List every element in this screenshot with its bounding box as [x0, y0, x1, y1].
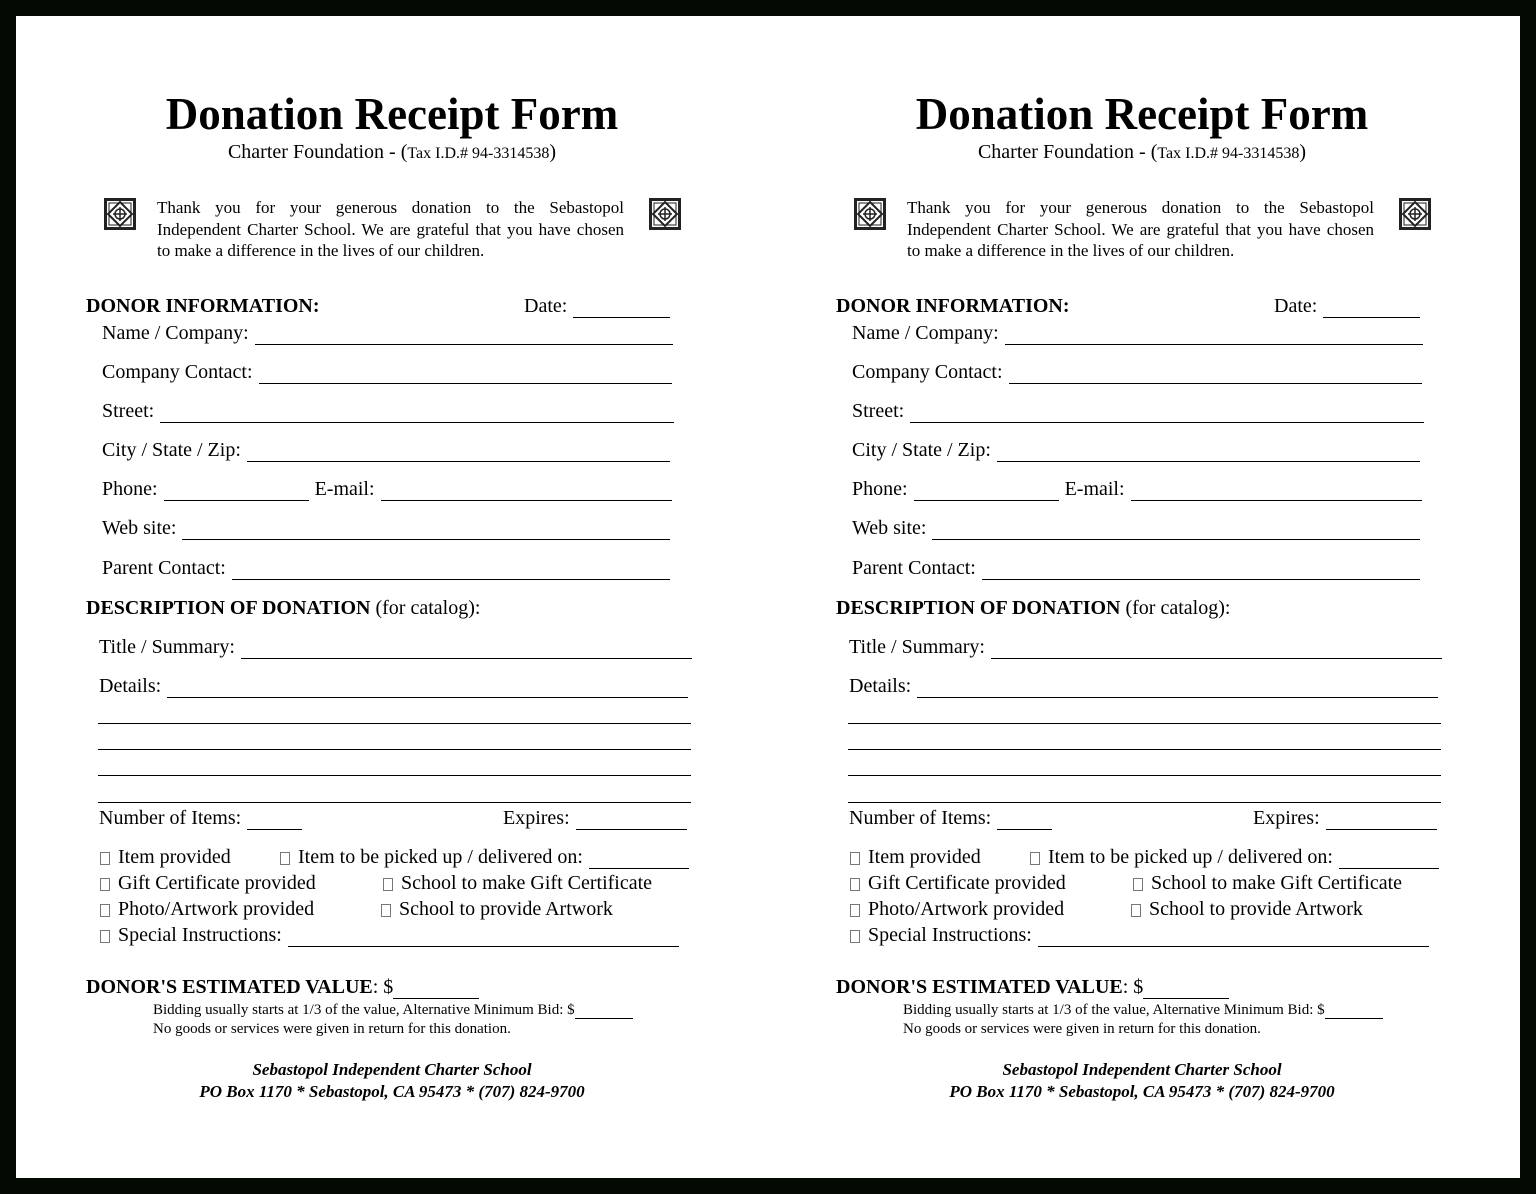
parent-contact-line[interactable] — [232, 561, 670, 580]
phone-line[interactable] — [164, 482, 309, 501]
checkbox-label: Item to be picked up / delivered on: — [1048, 846, 1333, 868]
date-line[interactable] — [1323, 299, 1420, 318]
checkbox[interactable] — [100, 878, 110, 891]
company-contact-field[interactable] — [102, 360, 672, 384]
checkbox-pickup[interactable] — [280, 845, 689, 869]
checkbox[interactable] — [1131, 904, 1141, 917]
number-of-items-field[interactable] — [99, 806, 302, 830]
title-summary-line[interactable] — [241, 640, 692, 659]
field-label: Parent Contact: — [852, 557, 976, 579]
company-contact-line[interactable] — [1009, 365, 1422, 384]
city-state-zip-field[interactable] — [102, 438, 670, 462]
thank-you-message: Thank you for your generous donation to the Sebastopol Independent Charter School. We are grateful that you have chosen to make a difference in the lives of our children. — [907, 198, 1374, 260]
field-label: Street: — [852, 400, 905, 422]
checkbox[interactable] — [383, 878, 393, 891]
checkbox[interactable] — [100, 930, 110, 943]
pickup-date-line[interactable] — [1339, 850, 1439, 869]
city-state-zip-line[interactable] — [997, 443, 1420, 462]
company-contact-line[interactable] — [259, 365, 672, 384]
checkbox-label: School to provide Artwork — [399, 898, 613, 920]
checkbox-label: Item to be picked up / delivered on: — [298, 846, 583, 868]
expires-line[interactable] — [1326, 811, 1437, 830]
checkbox-school-gift-certificate[interactable] — [1133, 871, 1402, 895]
details-blank-line[interactable] — [848, 723, 1441, 724]
checkbox-label: Item provided — [868, 846, 981, 868]
field-label: Phone: — [102, 478, 158, 500]
details-blank-line[interactable] — [98, 775, 691, 776]
field-label: Street: — [102, 400, 155, 422]
foundation-name: Charter Foundation - ( — [227, 141, 408, 163]
city-state-zip-line[interactable] — [247, 443, 670, 462]
subtitle-close: ) — [1299, 141, 1307, 163]
title-summary-field[interactable] — [99, 635, 692, 659]
title-summary-field[interactable] — [849, 635, 1442, 659]
field-label: Name / Company: — [852, 322, 999, 344]
details-field[interactable] — [99, 674, 688, 698]
estimated-value-heading: DONOR'S ESTIMATED VALUE — [86, 976, 373, 998]
field-label: Expires: — [503, 807, 570, 829]
form-subtitle — [842, 140, 1442, 166]
checkbox-school-gift-certificate[interactable] — [383, 871, 652, 895]
checkbox-school-artwork[interactable] — [381, 897, 613, 921]
website-field[interactable] — [852, 516, 1420, 540]
date-label: Date: — [1274, 295, 1318, 317]
field-label: Phone: — [852, 478, 908, 500]
checkbox[interactable] — [100, 904, 110, 917]
field-label: Parent Contact: — [102, 557, 226, 579]
date-field[interactable] — [1274, 294, 1420, 318]
checkbox[interactable] — [1133, 878, 1143, 891]
expires-field[interactable] — [503, 806, 687, 830]
checkbox[interactable] — [850, 878, 860, 891]
checkbox-school-artwork[interactable] — [1131, 897, 1363, 921]
field-label: Expires: — [1253, 807, 1320, 829]
field-label: Number of Items: — [99, 807, 242, 829]
checkbox-gift-certificate-provided[interactable] — [100, 871, 316, 895]
checkbox[interactable] — [280, 852, 290, 865]
parent-contact-field[interactable] — [102, 556, 670, 580]
street-field[interactable] — [852, 399, 1424, 423]
date-field[interactable] — [524, 294, 670, 318]
field-label: Number of Items: — [849, 807, 992, 829]
footer-address: PO Box 1170 * Sebastopol, CA 95473 * (707) 824-9700 — [949, 1082, 1335, 1101]
field-label: City / State / Zip: — [102, 439, 241, 461]
description-heading — [86, 596, 480, 620]
form-title: Donation Receipt Form — [915, 89, 1369, 139]
checkbox[interactable] — [1030, 852, 1040, 865]
parent-contact-field[interactable] — [852, 556, 1420, 580]
date-label: Date: — [524, 295, 568, 317]
checkbox-label: Photo/Artwork provided — [118, 898, 315, 920]
description-heading — [836, 596, 1230, 620]
field-label: E-mail: — [1064, 478, 1125, 500]
field-label: Details: — [849, 675, 912, 697]
document-page — [16, 16, 1520, 1178]
footer-address: PO Box 1170 * Sebastopol, CA 95473 * (707) 824-9700 — [199, 1082, 585, 1101]
field-label: Title / Summary: — [849, 636, 985, 658]
tax-id: Tax I.D.# 94-3314538 — [407, 145, 550, 162]
checkbox-special-instructions[interactable] — [100, 923, 679, 947]
field-label: Web site: — [852, 517, 927, 539]
title-summary-line[interactable] — [991, 640, 1442, 659]
field-label: Name / Company: — [102, 322, 249, 344]
street-line[interactable] — [910, 404, 1424, 423]
details-blank-line[interactable] — [98, 802, 691, 803]
details-blank-line[interactable] — [848, 802, 1441, 803]
bidding-note: Bidding usually starts at 1/3 of the value, Alternative Minimum Bid: $ — [903, 1002, 1325, 1018]
checkbox-label: School to provide Artwork — [1149, 898, 1363, 920]
checkbox[interactable] — [850, 930, 860, 943]
celtic-knot-icon — [854, 198, 886, 230]
phone-email-field[interactable] — [102, 477, 672, 501]
minimum-bid-line[interactable] — [1325, 1004, 1383, 1019]
details-line[interactable] — [917, 679, 1438, 698]
website-line[interactable] — [182, 521, 670, 540]
details-field[interactable] — [849, 674, 1438, 698]
checkbox-label: School to make Gift Certificate — [401, 872, 653, 894]
estimated-value-field[interactable] — [86, 975, 479, 999]
form-title: Donation Receipt Form — [165, 89, 619, 139]
checkbox[interactable] — [100, 852, 110, 865]
estimated-value-line[interactable] — [1143, 980, 1229, 999]
name-company-line[interactable] — [1005, 326, 1423, 345]
field-label: City / State / Zip: — [852, 439, 991, 461]
minimum-bid-line[interactable] — [575, 1004, 633, 1019]
checkbox-label: Special Instructions: — [868, 924, 1032, 946]
value-suffix: : $ — [1122, 976, 1144, 998]
checkbox-label: Gift Certificate provided — [868, 872, 1066, 894]
details-blank-line[interactable] — [98, 749, 691, 750]
no-goods-note: No goods or services were given in return for this donation. — [903, 1021, 1261, 1037]
checkbox-item-provided[interactable] — [100, 845, 231, 869]
checkbox-label: Special Instructions: — [118, 924, 282, 946]
expires-line[interactable] — [576, 811, 687, 830]
thank-you-message: Thank you for your generous donation to the Sebastopol Independent Charter School. We are grateful that you have chosen to make a difference in the lives of our children. — [157, 198, 624, 260]
number-of-items-line[interactable] — [997, 811, 1052, 830]
foundation-name: Charter Foundation - ( — [977, 141, 1158, 163]
field-label: Title / Summary: — [99, 636, 235, 658]
checkbox-photo-artwork-provided[interactable] — [100, 897, 314, 921]
footer-school-name: Sebastopol Independent Charter School — [252, 1060, 532, 1079]
parent-contact-line[interactable] — [982, 561, 1420, 580]
tax-id: Tax I.D.# 94-3314538 — [1157, 145, 1300, 162]
website-field[interactable] — [102, 516, 670, 540]
celtic-knot-icon — [104, 198, 136, 230]
street-line[interactable] — [160, 404, 674, 423]
expires-field[interactable] — [1253, 806, 1437, 830]
company-contact-field[interactable] — [852, 360, 1422, 384]
checkbox[interactable] — [850, 904, 860, 917]
description-note: (for catalog): — [1120, 597, 1231, 619]
special-instructions-line[interactable] — [288, 928, 679, 947]
details-blank-line[interactable] — [848, 749, 1441, 750]
value-suffix: : $ — [372, 976, 394, 998]
celtic-knot-icon — [649, 198, 681, 230]
footer-school-name: Sebastopol Independent Charter School — [1002, 1060, 1282, 1079]
name-company-field[interactable] — [852, 321, 1423, 345]
field-label: E-mail: — [314, 478, 375, 500]
details-line[interactable] — [167, 679, 688, 698]
pickup-date-line[interactable] — [589, 850, 689, 869]
field-label: Details: — [99, 675, 162, 697]
minimum-bid-field[interactable] — [903, 1001, 1383, 1019]
name-company-field[interactable] — [102, 321, 673, 345]
donor-info-heading: DONOR INFORMATION: — [86, 295, 320, 317]
checkbox-label: School to make Gift Certificate — [1151, 872, 1403, 894]
number-of-items-field[interactable] — [849, 806, 1052, 830]
checkbox-label: Item provided — [118, 846, 231, 868]
description-heading-text: DESCRIPTION OF DONATION — [836, 597, 1121, 619]
donation-form-right — [750, 0, 1450, 1162]
celtic-knot-icon — [1399, 198, 1431, 230]
checkbox-pickup[interactable] — [1030, 845, 1439, 869]
checkbox-label: Photo/Artwork provided — [868, 898, 1065, 920]
checkbox-label: Gift Certificate provided — [118, 872, 316, 894]
street-field[interactable] — [102, 399, 674, 423]
phone-line[interactable] — [914, 482, 1059, 501]
checkbox[interactable] — [381, 904, 391, 917]
date-line[interactable] — [573, 299, 670, 318]
bidding-note: Bidding usually starts at 1/3 of the value, Alternative Minimum Bid: $ — [153, 1002, 575, 1018]
checkbox[interactable] — [850, 852, 860, 865]
form-subtitle — [92, 140, 692, 166]
email-line[interactable] — [381, 482, 672, 501]
details-blank-line[interactable] — [98, 723, 691, 724]
checkbox-special-instructions[interactable] — [850, 923, 1429, 947]
website-line[interactable] — [932, 521, 1420, 540]
estimated-value-field[interactable] — [836, 975, 1229, 999]
field-label: Web site: — [102, 517, 177, 539]
donor-info-heading: DONOR INFORMATION: — [836, 295, 1070, 317]
subtitle-close: ) — [549, 141, 557, 163]
checkbox-gift-certificate-provided[interactable] — [850, 871, 1066, 895]
email-line[interactable] — [1131, 482, 1422, 501]
no-goods-note: No goods or services were given in return for this donation. — [153, 1021, 511, 1037]
minimum-bid-field[interactable] — [153, 1001, 633, 1019]
description-note: (for catalog): — [370, 597, 481, 619]
special-instructions-line[interactable] — [1038, 928, 1429, 947]
field-label: Company Contact: — [852, 361, 1003, 383]
field-label: Company Contact: — [102, 361, 253, 383]
details-blank-line[interactable] — [848, 775, 1441, 776]
description-heading-text: DESCRIPTION OF DONATION — [86, 597, 371, 619]
estimated-value-line[interactable] — [393, 980, 479, 999]
name-company-line[interactable] — [255, 326, 673, 345]
number-of-items-line[interactable] — [247, 811, 302, 830]
phone-email-field[interactable] — [852, 477, 1422, 501]
donation-form-left — [0, 0, 700, 1162]
checkbox-photo-artwork-provided[interactable] — [850, 897, 1064, 921]
estimated-value-heading: DONOR'S ESTIMATED VALUE — [836, 976, 1123, 998]
checkbox-item-provided[interactable] — [850, 845, 981, 869]
city-state-zip-field[interactable] — [852, 438, 1420, 462]
